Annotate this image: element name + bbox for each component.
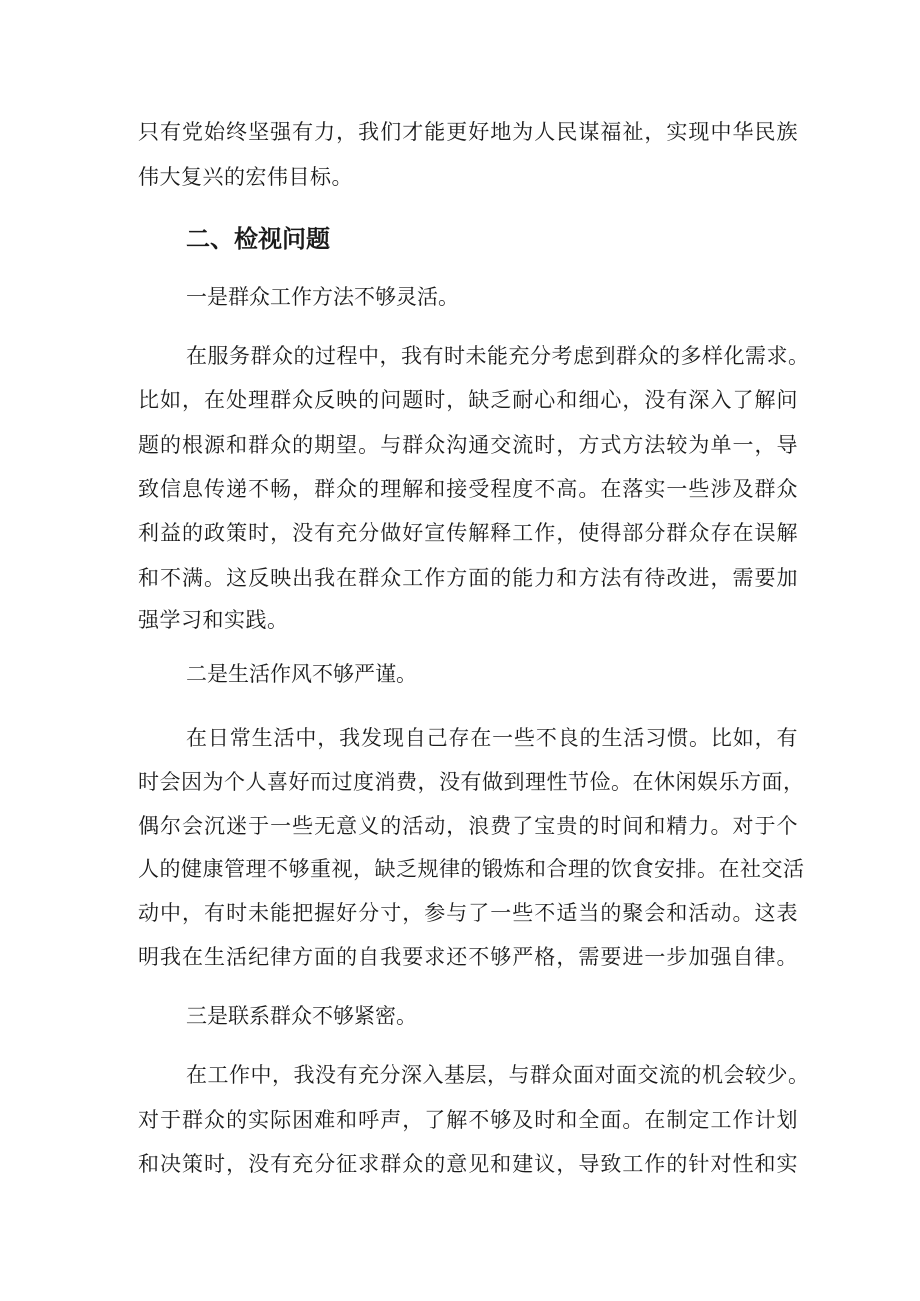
problem-2-line-3: 偶尔会沉迷于一些无意义的活动，浪费了宝贵的时间和精力。对于个 xyxy=(138,814,798,838)
problem-3-title: 三是联系群众不够紧密。 xyxy=(186,1004,417,1028)
intro-line-1: 只有党始终坚强有力，我们才能更好地为人民谋福祉，实现中华民族 xyxy=(138,120,798,144)
problem-3-line-1: 在工作中，我没有充分深入基层，与群众面对面交流的机会较少。 xyxy=(186,1063,810,1087)
section-heading: 二、检视问题 xyxy=(186,225,330,253)
problem-2-line-1: 在日常生活中，我发现自己存在一些不良的生活习惯。比如，有 xyxy=(186,726,798,750)
problem-2-line-2: 时会因为个人喜好而过度消费，没有做到理性节俭。在休闲娱乐方面， xyxy=(138,770,805,794)
problem-1-line-6: 和不满。这反映出我在群众工作方面的能力和方法有待改进，需要加 xyxy=(138,566,798,590)
problem-1-line-2: 比如，在处理群众反映的问题时，缺乏耐心和细心，没有深入了解问 xyxy=(138,388,798,412)
problem-2-line-4: 人的健康管理不够重视，缺乏规律的锻炼和合理的饮食安排。在社交活 xyxy=(138,857,805,881)
problem-2-title: 二是生活作风不够严谨。 xyxy=(186,662,417,686)
problem-1-line-1: 在服务群众的过程中，我有时未能充分考虑到群众的多样化需求。 xyxy=(186,344,810,368)
problem-1-line-3: 题的根源和群众的期望。与群众沟通交流时，方式方法较为单一，导 xyxy=(138,433,798,457)
problem-1-line-5: 利益的政策时，没有充分做好宣传解释工作，使得部分群众存在误解 xyxy=(138,521,798,545)
problem-3-line-2: 对于群众的实际困难和呼声，了解不够及时和全面。在制定工作计划 xyxy=(138,1108,798,1132)
problem-1-line-4: 致信息传递不畅，群众的理解和接受程度不高。在落实一些涉及群众 xyxy=(138,477,798,501)
problem-2-line-6: 明我在生活纪律方面的自我要求还不够严格，需要进一步加强自律。 xyxy=(138,945,798,969)
intro-line-2: 伟大复兴的宏伟目标。 xyxy=(138,165,353,189)
problem-1-line-7: 强学习和实践。 xyxy=(138,608,289,632)
problem-2-line-5: 动中，有时未能把握好分寸，参与了一些不适当的聚会和活动。这表 xyxy=(138,901,798,925)
problem-3-line-3: 和决策时，没有充分征求群众的意见和建议，导致工作的针对性和实 xyxy=(138,1152,798,1176)
problem-1-title: 一是群众工作方法不够灵活。 xyxy=(186,285,459,309)
